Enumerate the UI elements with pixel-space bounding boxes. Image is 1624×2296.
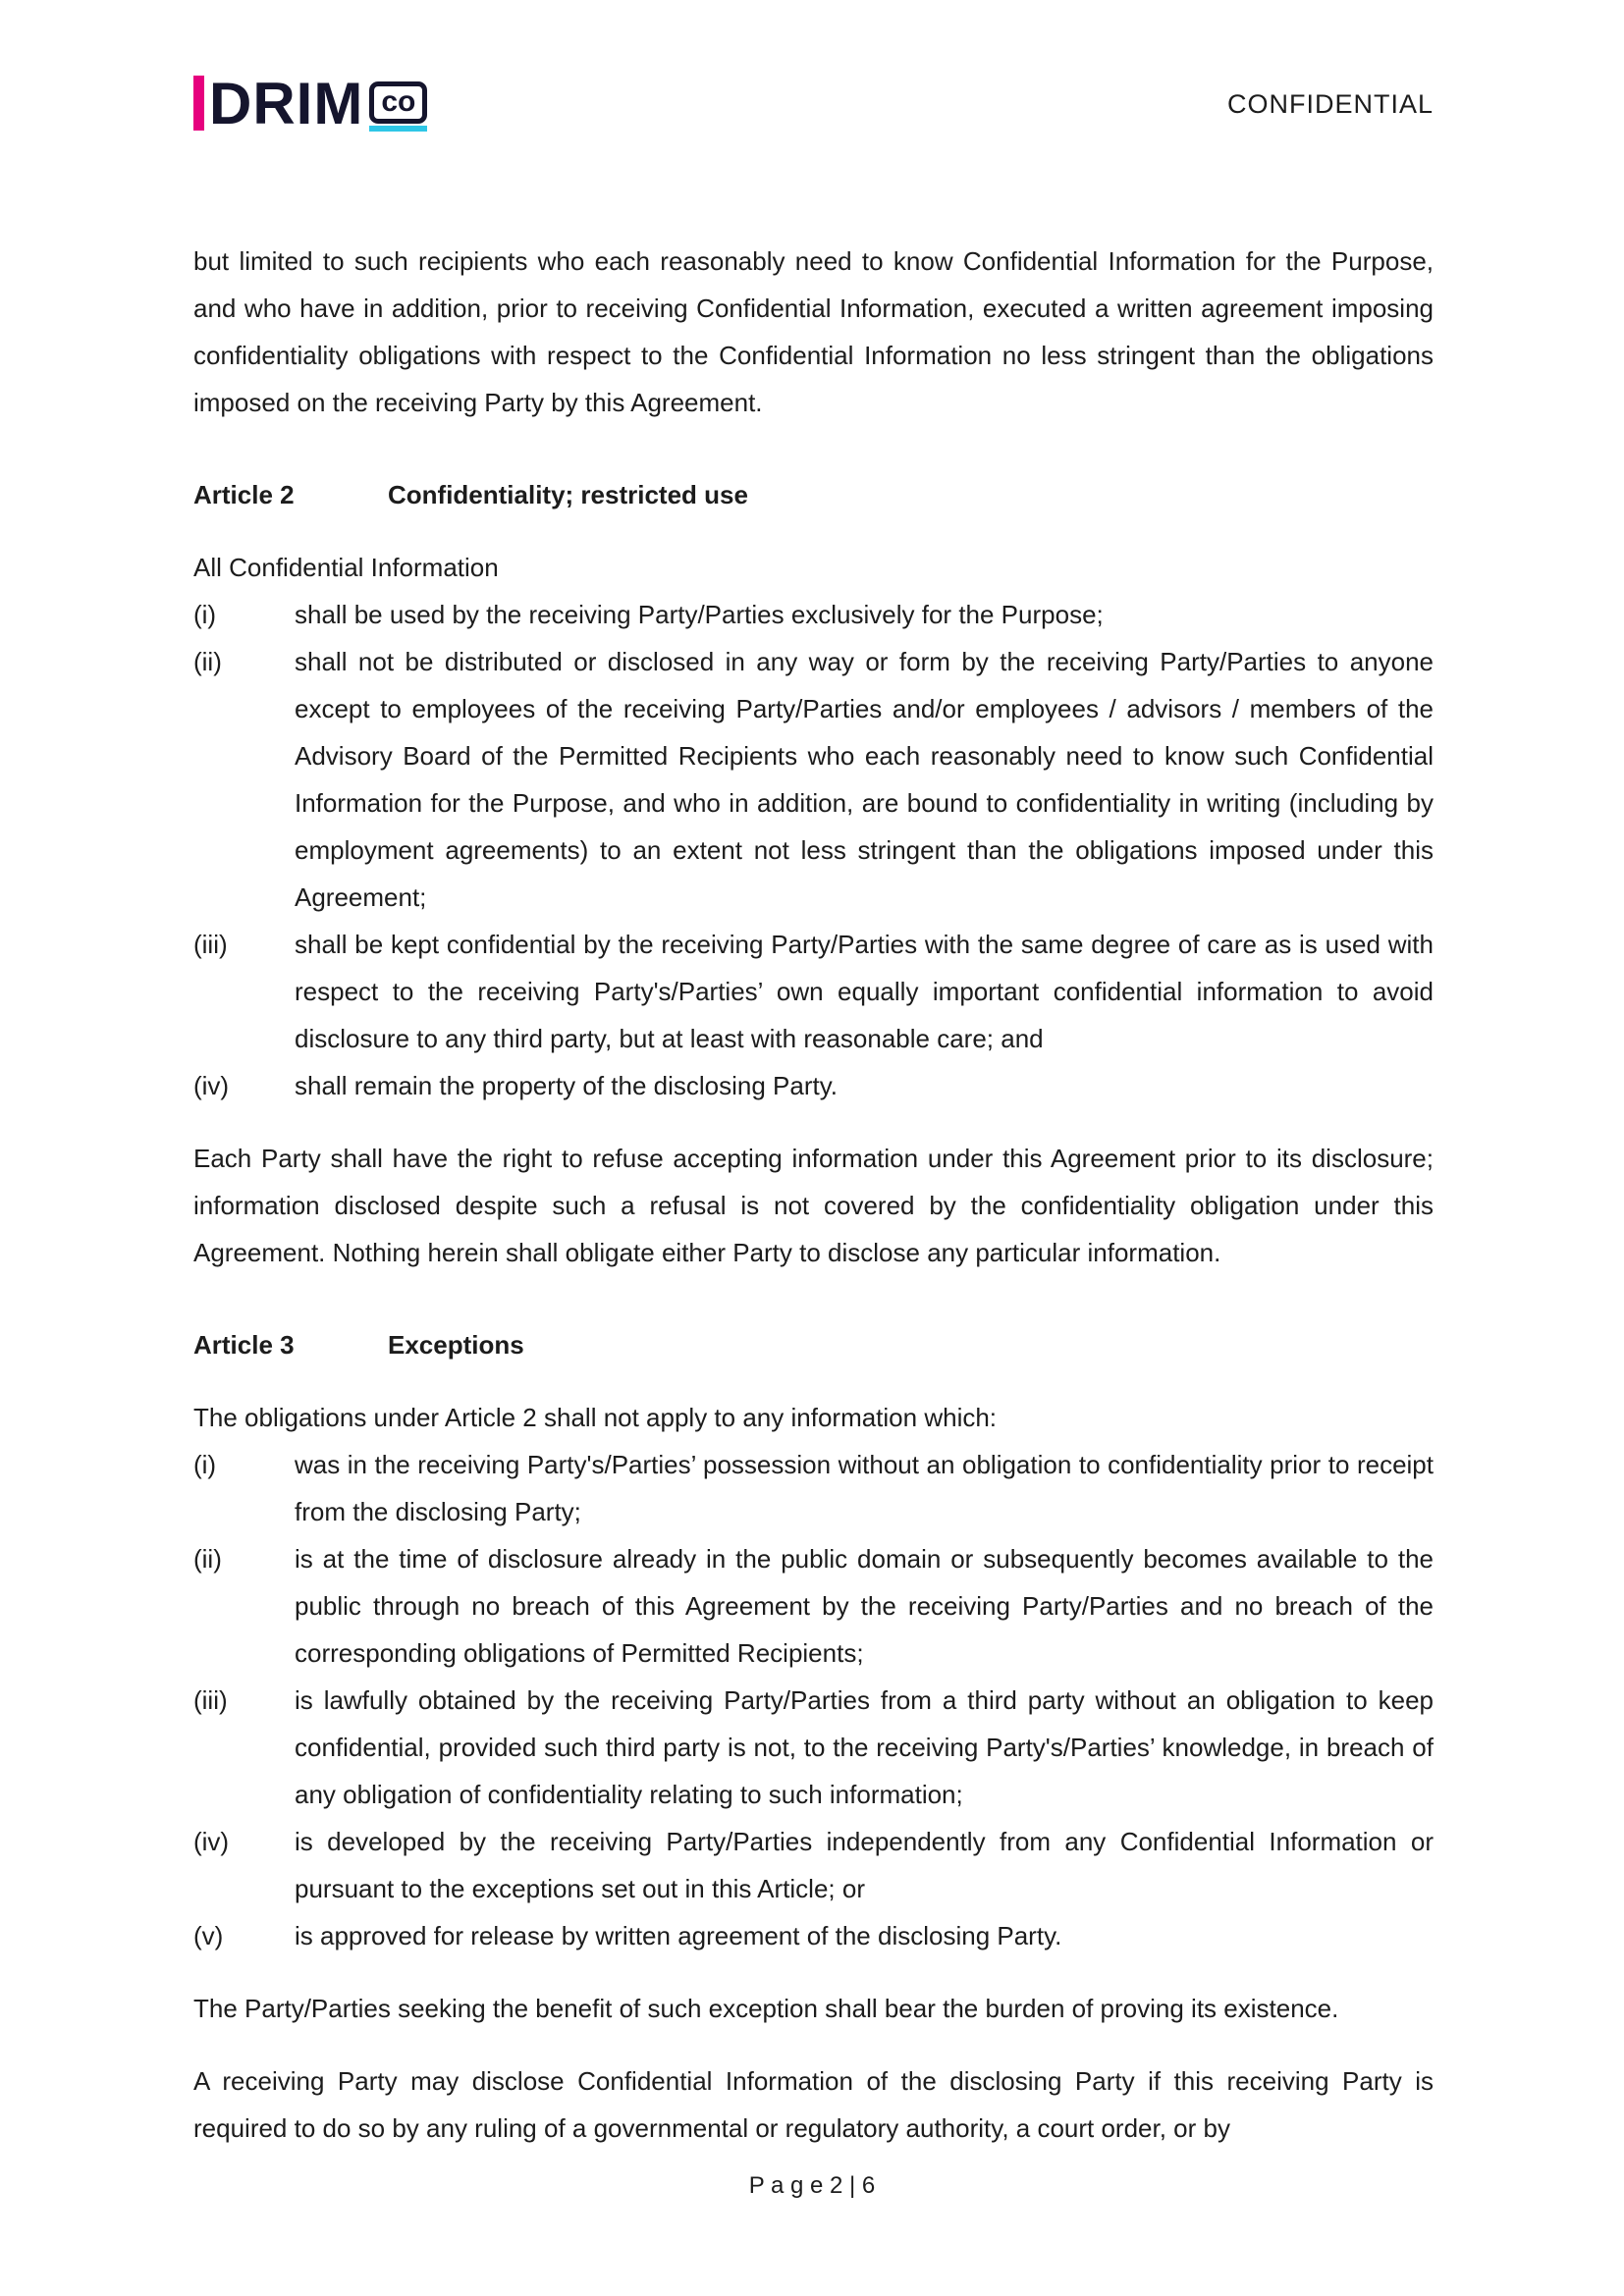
list-marker: (ii) xyxy=(193,647,222,676)
list-item xyxy=(193,1062,1434,1109)
article-3-closing-paragraph-1: The Party/Parties seeking the benefit of such exception shall bear the burden of proving its existence. xyxy=(193,1994,1339,2023)
article-2-list xyxy=(193,591,1434,1109)
list-item-text: shall be kept confidential by the receiving Party/Parties with the same degree of care as is used with respect to the receiving Party's/Parties’ own equally important confidential information to avoid disclosure to any third party, but at least with reasonable care; and xyxy=(295,930,1434,1053)
list-item-text: is lawfully obtained by the receiving Party/Parties from a third party without an obligation to keep confidential, provided such third party is not, to the receiving Party's/Parties’ knowledge, in breach of any obligation of confidentiality relating to such information; xyxy=(295,1685,1434,1809)
logo-wordmark: DRIM xyxy=(209,71,364,136)
list-marker: (iv) xyxy=(193,1071,230,1100)
list-marker: (iii) xyxy=(193,1685,228,1715)
list-marker: (iii) xyxy=(193,930,228,959)
list-item xyxy=(193,591,1434,638)
list-item-text: shall not be distributed or disclosed in any way or form by the receiving Party/Parties to anyone except to employees of the receiving Party/Parties and/or employees / advisors / members of the Advisory Board of the Permitted Recipients who each reasonably need to know such Confidential Information for the Purpose, and who in addition, are bound to confidentiality in writing (including by employment agreements) to an extent not less stringent than the obligations imposed under this Agreement; xyxy=(295,647,1434,912)
page-header xyxy=(193,69,1434,139)
page-content xyxy=(193,69,1434,2177)
list-marker: (v) xyxy=(193,1921,224,1950)
list-item-text: shall remain the property of the disclosing Party. xyxy=(295,1071,839,1100)
drimco-logo xyxy=(193,71,427,136)
article-3-list xyxy=(193,1441,1434,1959)
logo-accent-bar-icon xyxy=(193,76,204,131)
article-3-lead: The obligations under Article 2 shall not apply to any information which: xyxy=(193,1403,998,1432)
list-item xyxy=(193,1912,1434,1959)
list-marker: (ii) xyxy=(193,1544,222,1574)
list-item xyxy=(193,638,1434,921)
intro-paragraph: but limited to such recipients who each reasonably need to know Confidential Information for the Purpose, and who have in addition, prior to receiving Confidential Information, executed a written agreement imposing confidentiality obligations with respect to the Confidential Information no less stringent than the obligations imposed on the receiving Party by this Agreement. xyxy=(193,246,1434,417)
list-item xyxy=(193,1677,1434,1818)
article-3-closing-paragraph-2: A receiving Party may disclose Confidential Information of the disclosing Party if this receiving Party is required to do so by any ruling of a governmental or regulatory authority, a court order, or by xyxy=(193,2066,1434,2143)
list-item xyxy=(193,1818,1434,1912)
article-3-heading xyxy=(193,1321,1434,1368)
article-2-title: Confidentiality; restricted use xyxy=(388,480,748,509)
confidential-label: CONFIDENTIAL xyxy=(1226,88,1434,119)
page-number: P a g e 2 | 6 xyxy=(748,2172,876,2199)
article-2-closing-paragraph: Each Party shall have the right to refuse accepting information under this Agreement prior to its disclosure; information disclosed despite such a refusal is not covered by the confidentiality obligation under this Agreement. Nothing herein shall obligate either Party to disclose any particular information. xyxy=(193,1144,1434,1267)
list-item-text: shall be used by the receiving Party/Parties exclusively for the Purpose; xyxy=(295,600,1104,629)
article-3-title: Exceptions xyxy=(388,1330,524,1360)
page-footer xyxy=(0,2172,1624,2200)
list-item-text: is at the time of disclosure already in the public domain or subsequently becomes available to the public through no breach of this Agreement by the receiving Party/Parties and no breach of the corresponding obligations of Permitted Recipients; xyxy=(295,1544,1434,1668)
list-item xyxy=(193,921,1434,1062)
list-marker: (i) xyxy=(193,1450,217,1479)
article-2-lead: All Confidential Information xyxy=(193,553,499,582)
list-item-text: was in the receiving Party's/Parties’ possession without an obligation to confidentiality prior to receipt from the disclosing Party; xyxy=(295,1450,1434,1526)
list-item xyxy=(193,1441,1434,1535)
list-item-text: is developed by the receiving Party/Parties independently from any Confidential Information or pursuant to the exceptions set out in this Article; or xyxy=(295,1827,1434,1903)
article-2-label: Article 2 xyxy=(193,480,295,509)
list-item-text: is approved for release by written agreement of the disclosing Party. xyxy=(295,1921,1062,1950)
article-3-label: Article 3 xyxy=(193,1330,295,1360)
document-body xyxy=(193,238,1434,2152)
logo-co-badge: co xyxy=(369,81,427,124)
list-item xyxy=(193,1535,1434,1677)
list-marker: (i) xyxy=(193,600,217,629)
list-marker: (iv) xyxy=(193,1827,230,1856)
article-2-heading xyxy=(193,471,1434,518)
